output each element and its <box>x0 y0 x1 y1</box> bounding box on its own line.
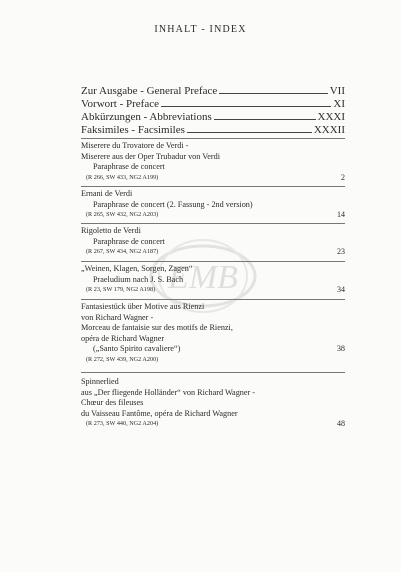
front-label: Zur Ausgabe - General Preface <box>81 85 218 97</box>
entry-title-line: opéra de Richard Wagner <box>81 333 165 343</box>
entry-miserere[interactable] <box>81 141 345 183</box>
entry-page-number: 2 <box>341 172 345 182</box>
leader-line <box>161 98 331 107</box>
entry-subtitle: („Santo Spirito cavaliere“) <box>93 344 181 353</box>
front-label: Faksimiles - Facsimiles <box>81 124 185 136</box>
entry-title-line: Chœur des fileuses <box>81 398 144 407</box>
entry-title-line: Morceau de fantaisie sur des motifs de Rienzi, <box>81 323 233 332</box>
entry-reference: (R 272, SW 439, NG2 A200) <box>86 355 159 363</box>
entry-page-number: 14 <box>337 210 345 219</box>
divider <box>81 223 345 224</box>
front-page-number: XXXI <box>317 111 345 123</box>
entry-reference: (R 265, SW 432, NG2 A203) <box>86 211 159 218</box>
front-label: Vorwort - Preface <box>81 98 159 110</box>
front-label: Abkürzungen - Abbreviations <box>81 111 212 123</box>
divider <box>81 186 345 187</box>
front-page-number: VII <box>329 85 345 97</box>
entry-title-line: von Richard Wagner - <box>81 312 154 322</box>
entry-subtitle: Paraphrase de concert (2. Fassung - 2nd version) <box>93 199 253 209</box>
entry-subtitle: Paraphrase de concert <box>93 162 165 171</box>
entry-title-line: Fantasiestück über Motive aus Rienzi <box>81 302 205 311</box>
entry-subtitle: Paraphrase de concert <box>93 236 165 246</box>
front-row-preface[interactable] <box>81 98 345 111</box>
front-matter-list <box>81 85 345 137</box>
entry-weinen-klagen[interactable] <box>81 264 345 295</box>
entry-reference: (R 266, SW 433, NG2 A199) <box>86 173 159 181</box>
entry-rigoletto[interactable] <box>81 226 345 257</box>
entry-ernani[interactable] <box>81 189 345 220</box>
divider <box>81 299 345 300</box>
entry-rienzi[interactable] <box>81 302 345 365</box>
leader-line <box>187 124 312 133</box>
entry-title-line: „Weinen, Klagen, Sorgen, Zagen“ <box>81 264 193 273</box>
entry-reference: (R 273, SW 440, NG2 A204) <box>86 420 159 427</box>
entry-page-number: 48 <box>337 419 345 428</box>
leader-line <box>219 85 328 94</box>
divider <box>81 261 345 262</box>
front-page-number: XI <box>333 98 345 110</box>
entry-title-line: Ernani de Verdi <box>81 189 133 198</box>
front-row-facsimiles[interactable] <box>81 124 345 137</box>
entry-title-line: du Vaisseau Fantôme, opéra de Richard Wagner <box>81 408 238 418</box>
page-title: INHALT - INDEX <box>154 24 247 35</box>
entry-title-line: Spinnerlied <box>81 377 119 386</box>
front-row-general-preface[interactable] <box>81 85 345 98</box>
entry-spinnerlied[interactable] <box>81 377 345 429</box>
entry-page-number: 38 <box>336 344 345 353</box>
entry-subtitle: Praeludium nach J. S. Bach <box>93 274 184 284</box>
entry-reference: (R 23, SW 179, NG2 A198) <box>86 286 156 293</box>
front-page-number: XXXII <box>313 124 345 136</box>
divider <box>81 372 345 373</box>
divider <box>81 138 345 139</box>
entry-page-number: 23 <box>337 247 345 256</box>
entry-title-line: Miserere du Trovatore de Verdi - <box>81 141 189 150</box>
entry-title-line: Rigoletto de Verdi <box>81 226 141 235</box>
front-row-abbreviations[interactable] <box>81 111 345 124</box>
entry-title-line: aus „Der fliegende Holländer“ von Richard Wagner - <box>81 387 256 397</box>
entry-reference: (R 267, SW 434, NG2 A187) <box>86 248 159 255</box>
watermark-text: EMB <box>168 259 238 296</box>
leader-line <box>214 111 316 120</box>
entry-title-line: Miserere aus der Oper Trubadur von Verdi <box>81 151 221 161</box>
entry-page-number: 34 <box>337 285 345 294</box>
